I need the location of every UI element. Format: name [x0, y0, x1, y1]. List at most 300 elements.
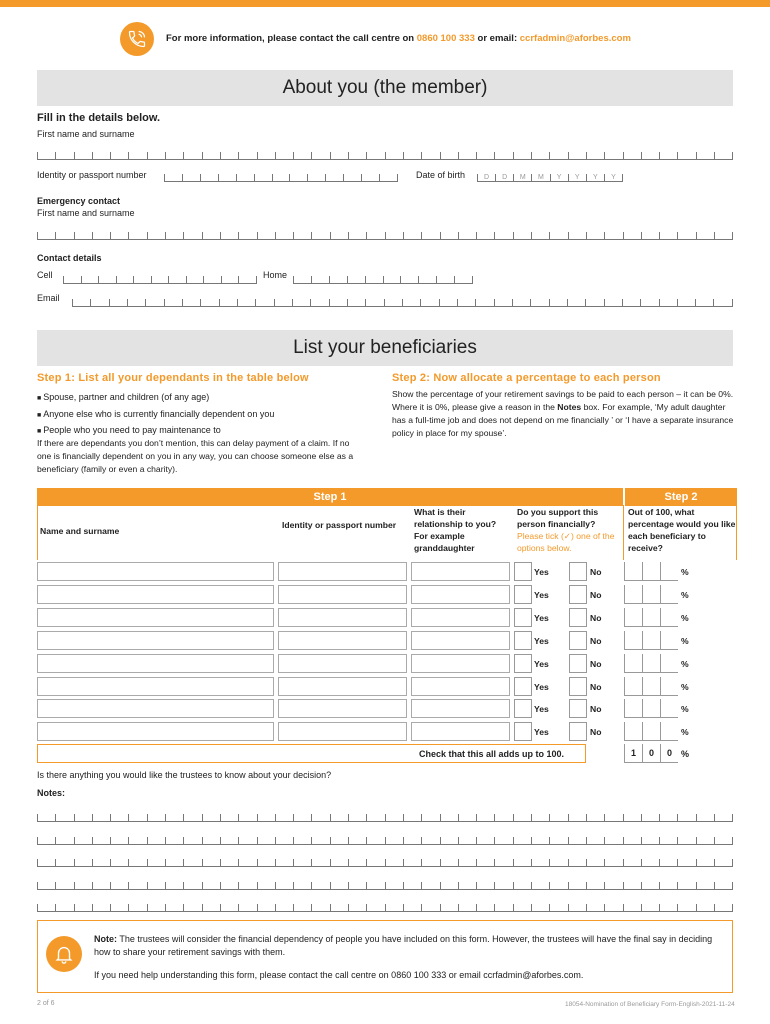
- char-box: [55, 904, 73, 912]
- char-box: [165, 904, 183, 912]
- pct-sign: %: [681, 681, 689, 692]
- char-box: [238, 276, 257, 284]
- pct-box: [660, 585, 678, 604]
- pct-box: [660, 699, 678, 718]
- pct-sign: %: [681, 635, 689, 646]
- char-box: [165, 152, 183, 160]
- char-box: [568, 152, 586, 160]
- char-box: [659, 299, 677, 307]
- col-support-header: [517, 506, 621, 554]
- id-label: Identity or passport number: [37, 170, 147, 180]
- char-box: [238, 232, 256, 240]
- char-box: [458, 814, 476, 822]
- char-box: [238, 837, 256, 845]
- char-box: [458, 232, 476, 240]
- no-checkbox[interactable]: [569, 654, 587, 673]
- relationship-input[interactable]: [411, 722, 510, 741]
- char-box: [37, 152, 55, 160]
- pct-box: [642, 585, 660, 604]
- home-input[interactable]: [293, 264, 473, 284]
- no-checkbox[interactable]: [569, 562, 587, 581]
- char-box: [494, 882, 512, 890]
- char-box: [275, 904, 293, 912]
- char-box: [604, 904, 622, 912]
- char-box: [98, 276, 116, 284]
- char-box: [92, 814, 110, 822]
- percentage-input[interactable]: [624, 699, 678, 718]
- char-box: [147, 837, 165, 845]
- char-box: [385, 859, 403, 867]
- pct-box: [624, 677, 642, 696]
- char-box: [147, 904, 165, 912]
- char-box: [37, 232, 55, 240]
- char-box: [128, 152, 146, 160]
- id-input[interactable]: [278, 562, 407, 581]
- char-box: [90, 299, 108, 307]
- char-box: [476, 882, 494, 890]
- email-input[interactable]: [72, 287, 733, 307]
- char-box: [202, 837, 220, 845]
- char-box: [55, 859, 73, 867]
- char-box: [385, 814, 403, 822]
- char-box: [586, 837, 604, 845]
- char-box: [238, 882, 256, 890]
- char-box: [586, 882, 604, 890]
- total-percentage: [624, 744, 678, 763]
- char-box: [74, 859, 92, 867]
- char-box: [567, 299, 585, 307]
- name-input[interactable]: [37, 654, 274, 673]
- yes-label: Yes: [534, 681, 549, 692]
- char-box: [151, 276, 169, 284]
- pct-box: [660, 562, 678, 581]
- char-box: [476, 152, 494, 160]
- char-box: [585, 299, 603, 307]
- note-text: [94, 933, 724, 959]
- pct-box: [624, 654, 642, 673]
- char-box: [165, 859, 183, 867]
- char-box: [659, 814, 677, 822]
- char-box: [55, 814, 73, 822]
- yes-checkbox[interactable]: [514, 677, 532, 696]
- char-box: [586, 859, 604, 867]
- char-box: [494, 859, 512, 867]
- id-input[interactable]: [278, 677, 407, 696]
- char-box: [220, 814, 238, 822]
- col-name-header: Name and surname: [40, 526, 120, 536]
- yes-label: Yes: [534, 567, 549, 577]
- yes-checkbox[interactable]: [514, 585, 532, 604]
- pct-box: [642, 562, 660, 581]
- dob-box: [495, 174, 513, 182]
- notes-row[interactable]: [37, 892, 733, 912]
- dob-box: [550, 174, 568, 182]
- char-box: [127, 299, 145, 307]
- char-box: [604, 882, 622, 890]
- id-input[interactable]: [278, 608, 407, 627]
- char-box: [311, 859, 329, 867]
- dob-placeholder: M: [519, 174, 526, 181]
- char-box: [81, 276, 99, 284]
- yes-label: Yes: [534, 704, 549, 715]
- char-box: [677, 904, 695, 912]
- char-box: [549, 152, 567, 160]
- name-input[interactable]: [37, 562, 274, 581]
- char-box: [110, 882, 128, 890]
- table-border-right: [736, 505, 737, 560]
- cell-label: Cell: [37, 270, 53, 280]
- pct-box: [660, 677, 678, 696]
- char-box: [348, 152, 366, 160]
- col-support-hint: Please tick (✓) one of the options below.: [517, 531, 615, 553]
- char-box: [677, 232, 695, 240]
- char-box: [110, 837, 128, 845]
- char-box: [403, 904, 421, 912]
- char-box: [366, 882, 384, 890]
- char-box: [586, 814, 604, 822]
- char-box: [714, 814, 733, 822]
- char-box: [476, 814, 494, 822]
- char-box: [330, 232, 348, 240]
- yes-checkbox[interactable]: [514, 654, 532, 673]
- char-box: [147, 882, 165, 890]
- char-box: [147, 152, 165, 160]
- bell-icon: [46, 936, 82, 972]
- char-box: [677, 837, 695, 845]
- id-input[interactable]: [278, 654, 407, 673]
- char-box: [379, 174, 398, 182]
- id-input[interactable]: [278, 631, 407, 650]
- emergency-label: Emergency contact: [37, 196, 121, 206]
- char-box: [293, 276, 311, 284]
- char-box: [659, 859, 677, 867]
- char-box: [293, 837, 311, 845]
- dob-placeholder: Y: [556, 174, 562, 181]
- first-name-input[interactable]: [37, 140, 733, 160]
- id-input[interactable]: [278, 585, 407, 604]
- char-box: [182, 299, 200, 307]
- char-box: [659, 232, 677, 240]
- char-box: [63, 276, 81, 284]
- relationship-input[interactable]: [411, 585, 510, 604]
- char-box: [641, 837, 659, 845]
- char-box: [365, 276, 383, 284]
- char-box: [310, 299, 328, 307]
- char-box: [147, 814, 165, 822]
- id-input[interactable]: [278, 722, 407, 741]
- char-box: [202, 814, 220, 822]
- char-box: [458, 882, 476, 890]
- char-box: [714, 837, 733, 845]
- pct-box: [642, 608, 660, 627]
- char-box: [421, 814, 439, 822]
- name-input[interactable]: [37, 631, 274, 650]
- char-box: [458, 904, 476, 912]
- dob-placeholder: Y: [574, 174, 580, 181]
- char-box: [513, 904, 531, 912]
- char-box: [238, 152, 256, 160]
- dob-placeholder: Y: [611, 174, 616, 181]
- pct-box: [660, 654, 678, 673]
- char-box: [383, 276, 401, 284]
- char-box: [549, 232, 567, 240]
- char-box: [476, 232, 494, 240]
- char-box: [403, 152, 421, 160]
- relationship-input[interactable]: [411, 677, 510, 696]
- no-checkbox[interactable]: [569, 722, 587, 741]
- relationship-input[interactable]: [411, 631, 510, 650]
- char-box: [330, 859, 348, 867]
- relationship-input[interactable]: [411, 654, 510, 673]
- pct-box: [660, 631, 678, 650]
- char-box: [604, 232, 622, 240]
- name-input[interactable]: [37, 585, 274, 604]
- char-box: [476, 904, 494, 912]
- yes-checkbox[interactable]: [514, 722, 532, 741]
- char-box: [476, 837, 494, 845]
- yes-label: Yes: [534, 589, 549, 600]
- col-pct-header: Out of 100, what percentage would you like each beneficiary to receive?: [628, 507, 736, 553]
- no-checkbox[interactable]: [569, 677, 587, 696]
- char-box: [37, 882, 55, 890]
- no-checkbox[interactable]: [569, 631, 587, 650]
- char-box: [549, 814, 567, 822]
- char-box: [74, 814, 92, 822]
- pct-box: [642, 677, 660, 696]
- top-accent-bar: [0, 0, 770, 7]
- section-title-beneficiaries: List your beneficiaries: [37, 330, 733, 366]
- notes-row[interactable]: [37, 802, 733, 822]
- char-box: [366, 904, 384, 912]
- relationship-input[interactable]: [411, 562, 510, 581]
- name-input[interactable]: [37, 608, 274, 627]
- no-label: No: [590, 589, 602, 600]
- first-name-label: First name and surname: [37, 129, 135, 139]
- char-box: [72, 299, 90, 307]
- char-box: [623, 882, 641, 890]
- relationship-input[interactable]: [411, 608, 510, 627]
- char-box: [622, 299, 640, 307]
- char-box: [641, 814, 659, 822]
- char-box: [568, 814, 586, 822]
- char-box: [37, 837, 55, 845]
- char-box: [513, 882, 531, 890]
- char-box: [366, 814, 384, 822]
- contact-phone[interactable]: 0860 100 333: [416, 33, 475, 44]
- char-box: [659, 837, 677, 845]
- no-label: No: [590, 635, 602, 646]
- char-box: [365, 299, 383, 307]
- percentage-input[interactable]: [624, 631, 678, 650]
- char-box: [659, 152, 677, 160]
- char-box: [55, 837, 73, 845]
- char-box: [366, 232, 384, 240]
- char-box: [257, 882, 275, 890]
- char-box: [74, 904, 92, 912]
- char-box: [421, 152, 439, 160]
- yes-checkbox[interactable]: [514, 562, 532, 581]
- char-box: [641, 152, 659, 160]
- char-box: [714, 152, 733, 160]
- percentage-input[interactable]: [624, 562, 678, 581]
- char-box: [568, 882, 586, 890]
- yes-checkbox[interactable]: [514, 699, 532, 718]
- char-box: [202, 882, 220, 890]
- relationship-input[interactable]: [411, 699, 510, 718]
- contact-info: [166, 33, 631, 44]
- table-divider: [623, 505, 624, 560]
- char-box: [183, 904, 201, 912]
- char-box: [200, 299, 218, 307]
- char-box: [421, 882, 439, 890]
- char-box: [385, 837, 403, 845]
- contact-prefix: For more information, please contact the call centre on: [166, 33, 415, 44]
- pct-sign: %: [681, 704, 689, 715]
- char-box: [513, 859, 531, 867]
- char-box: [420, 299, 438, 307]
- char-box: [183, 814, 201, 822]
- char-box: [696, 859, 714, 867]
- table-step1-header: Step 1: [37, 488, 623, 506]
- char-box: [604, 837, 622, 845]
- char-box: [568, 232, 586, 240]
- char-box: [220, 837, 238, 845]
- char-box: [292, 299, 310, 307]
- char-box: [220, 152, 238, 160]
- char-box: [257, 814, 275, 822]
- notes-question: Is there anything you would like the trustees to know about your decision?: [37, 770, 332, 780]
- char-box: [513, 232, 531, 240]
- char-box: [219, 299, 237, 307]
- yes-checkbox[interactable]: [514, 631, 532, 650]
- char-box: [274, 299, 292, 307]
- char-box: [696, 904, 714, 912]
- char-box: [147, 232, 165, 240]
- char-box: [421, 232, 439, 240]
- col-support-text: Do you support this person financially?: [517, 507, 599, 529]
- col-rel-header: What is their relationship to you? For example granddaughter: [414, 507, 497, 553]
- no-label: No: [590, 567, 602, 577]
- no-checkbox[interactable]: [569, 608, 587, 627]
- char-box: [330, 152, 348, 160]
- emergency-name-input[interactable]: [37, 220, 733, 240]
- email-label: Email: [37, 293, 60, 303]
- char-box: [494, 299, 512, 307]
- char-box: [116, 276, 134, 284]
- note-bold: Note:: [94, 934, 117, 944]
- char-box: [677, 882, 695, 890]
- name-input[interactable]: [37, 699, 274, 718]
- percentage-input[interactable]: [624, 654, 678, 673]
- char-box: [128, 882, 146, 890]
- dob-label: Date of birth: [416, 170, 466, 180]
- no-checkbox[interactable]: [569, 585, 587, 604]
- char-box: [343, 174, 361, 182]
- char-box: [275, 882, 293, 890]
- step1-paragraph: If there are dependants you don’t mention, this can delay payment of a claim. If no one is financially dependent on you in any way, you can choose someone else as a beneficiary (family or even a charity).: [37, 438, 354, 474]
- percentage-input[interactable]: [624, 677, 678, 696]
- char-box: [55, 882, 73, 890]
- char-box: [183, 837, 201, 845]
- char-box: [186, 276, 204, 284]
- step2-para-notes: Notes: [557, 402, 582, 412]
- char-box: [641, 904, 659, 912]
- char-box: [110, 814, 128, 822]
- char-box: [641, 232, 659, 240]
- total-digit: 0: [660, 744, 678, 763]
- char-box: [385, 152, 403, 160]
- char-box: [494, 814, 512, 822]
- char-box: [623, 152, 641, 160]
- no-checkbox[interactable]: [569, 699, 587, 718]
- char-box: [604, 299, 622, 307]
- contact-mid: or email:: [477, 33, 518, 44]
- no-label: No: [590, 727, 602, 738]
- char-box: [385, 882, 403, 890]
- char-box: [255, 299, 273, 307]
- char-box: [128, 814, 146, 822]
- char-box: [275, 814, 293, 822]
- name-input[interactable]: [37, 722, 274, 741]
- char-box: [640, 299, 658, 307]
- char-box: [494, 837, 512, 845]
- char-box: [257, 152, 275, 160]
- char-box: [402, 299, 420, 307]
- char-box: [92, 904, 110, 912]
- name-input[interactable]: [37, 677, 274, 696]
- id-input[interactable]: [278, 699, 407, 718]
- char-box: [475, 299, 493, 307]
- char-box: [329, 299, 347, 307]
- char-box: [531, 859, 549, 867]
- char-box: [330, 814, 348, 822]
- char-box: [677, 299, 695, 307]
- dob-box: [531, 174, 549, 182]
- char-box: [183, 152, 201, 160]
- notes-label: Notes:: [37, 788, 66, 798]
- char-box: [165, 814, 183, 822]
- dob-input[interactable]: [477, 162, 623, 182]
- char-box: [418, 276, 436, 284]
- char-box: [348, 882, 366, 890]
- percentage-input[interactable]: [624, 608, 678, 627]
- char-box: [440, 859, 458, 867]
- total-check-label: Check that this all adds up to 100.: [419, 749, 565, 759]
- id-input[interactable]: [164, 162, 398, 182]
- char-box: [623, 232, 641, 240]
- char-box: [586, 152, 604, 160]
- notes-row[interactable]: [37, 870, 733, 890]
- percentage-input[interactable]: [624, 722, 678, 741]
- bullet-item: ■ Spouse, partner and children (of any age): [37, 390, 367, 407]
- notes-row[interactable]: [37, 825, 733, 845]
- char-box: [440, 882, 458, 890]
- yes-label: Yes: [534, 727, 549, 738]
- percentage-input[interactable]: [624, 585, 678, 604]
- char-box: [348, 232, 366, 240]
- char-box: [421, 837, 439, 845]
- char-box: [586, 904, 604, 912]
- notes-row[interactable]: [37, 847, 733, 867]
- char-box: [549, 837, 567, 845]
- char-box: [347, 299, 365, 307]
- char-box: [311, 814, 329, 822]
- char-box: [110, 152, 128, 160]
- char-box: [236, 174, 254, 182]
- yes-checkbox[interactable]: [514, 608, 532, 627]
- cell-input[interactable]: [63, 264, 257, 284]
- contact-email[interactable]: ccrfadmin@aforbes.com: [519, 33, 631, 44]
